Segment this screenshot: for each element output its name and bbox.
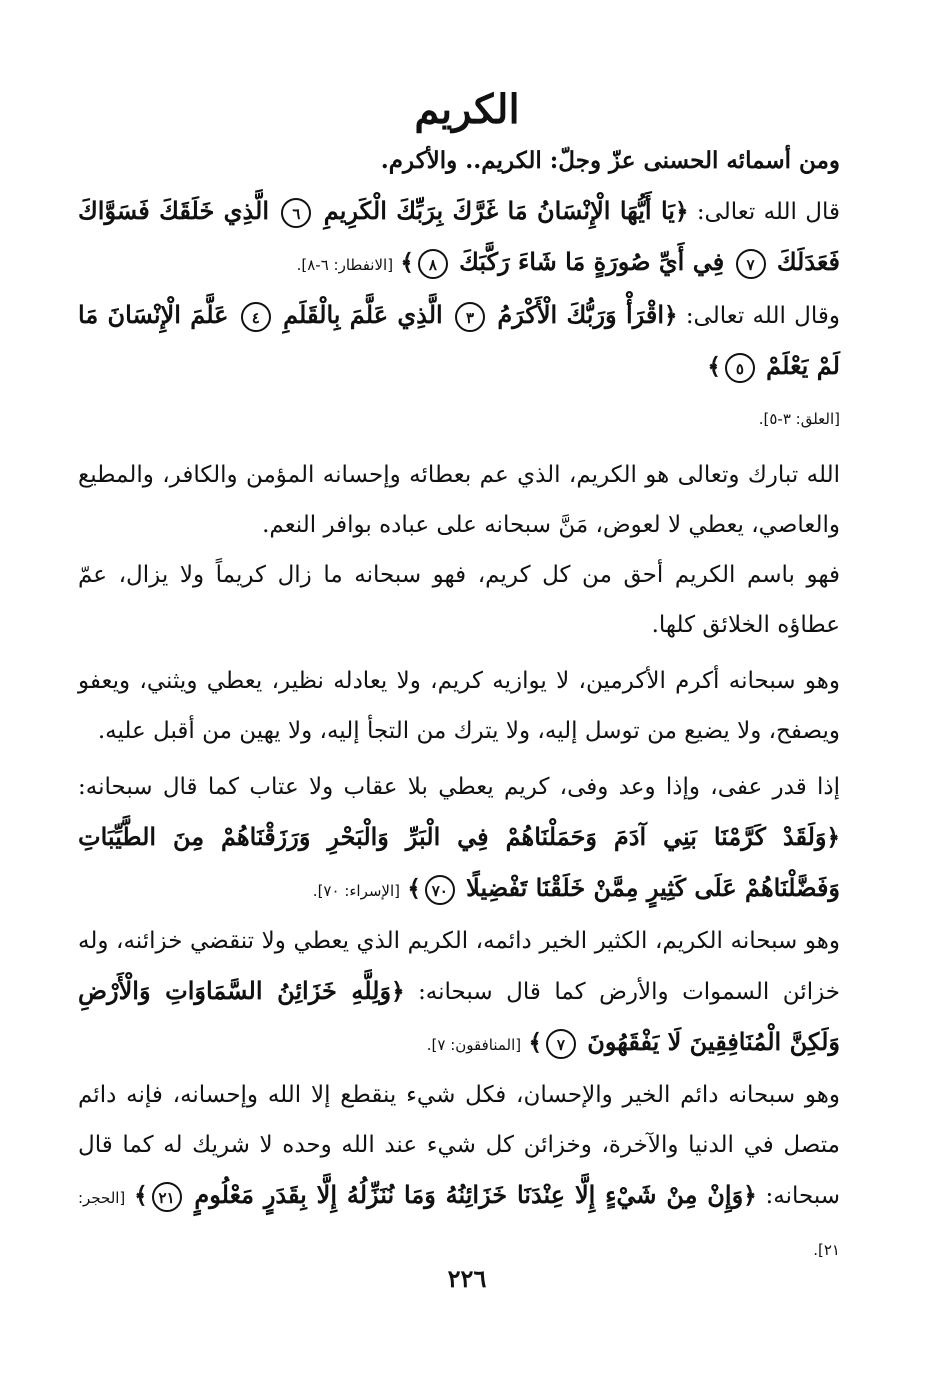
quran-text: عَلَّمَ الْإِنْسَانَ مَا لَمْ يَعْلَمْ [78,300,840,380]
paragraph-with-verse [78,916,840,1070]
verse-reference: [المنافقون: ٧]. [426,1036,522,1054]
ornate-bracket-close: ﴾ [400,249,414,276]
ayah-number-marker: ٧ [736,249,766,279]
ayah-number-marker: ٧٠ [425,875,455,905]
paragraph: فهو باسم الكريم أحق من كل كريم، فهو سبحانه ما زال كريماً ولا يزال، عمّ عطاؤه الخلائق كلها. [78,562,840,638]
ayah-number-marker: ٣ [455,302,485,332]
quran-text: فِي أَيِّ صُورَةٍ مَا شَاءَ رَكَّبَكَ [459,247,725,276]
ornate-bracket-open: ﴿ [664,302,678,329]
ornate-bracket-close: ﴾ [134,1182,148,1209]
ornate-bracket-open: ﴿ [743,1182,757,1209]
page-content [78,136,840,1275]
quran-text: وَلَقَدْ كَرَّمْنَا بَنِي آدَمَ وَحَمَلْنَاهُمْ فِي الْبَرِّ وَالْبَحْرِ وَرَزَقْنَاهُمْ مِنَ الطَّيِّبَاتِ وَفَضَّلْنَاهُمْ عَلَى كَثِيرٍ مِمَّنْ خَلَقْنَا تَفْضِيلًا [78,822,840,902]
ornate-bracket-open: ﴿ [391,978,405,1005]
paragraph: الله تبارك وتعالى هو الكريم، الذي عم بعطائه وإحسانه المؤمن والكافر، والمطيع والعاصي، يعطي لا لعوض، مَنَّ سبحانه على عباده بوافر النعم. [78,462,840,538]
verse-block-infitar [78,186,840,290]
ayah-number-marker: ٢١ [152,1182,182,1212]
ayah-number-marker: ٧ [546,1029,576,1059]
quran-text: الَّذِي خَلَقَكَ فَسَوَّاكَ فَعَدَلَكَ [78,196,840,276]
paragraph-with-verse [78,1070,840,1275]
paragraph-text: وهو سبحانه دائم الخير والإحسان، فكل شيء ينقطع إلا الله وإحسانه، فإنه دائم متصل في الدنيا والآخرة، وخزائن كل شيء عند الله وحده لا شريك له كما قال سبحانه: [78,1082,841,1209]
ayah-number-marker: ٦ [281,198,311,228]
ornate-bracket-open: ﴿ [674,198,689,225]
paragraph-text: وهو سبحانه الكريم، الكثير الخير دائمه، الكريم الذي يعطي ولا تنقضي خزائنه، وله خزائن السموات والأرض كما قال سبحانه: [78,928,840,1005]
verse-lead: وقال الله تعالى: [685,303,841,329]
verse-reference: [الانفطار: ٦-٨]. [296,256,394,274]
ornate-bracket-close: ﴾ [707,353,721,380]
verse-lead: قال الله تعالى: [696,199,841,225]
intro-line: ومن أسمائه الحسنى عزّ وجلّ: الكريم.. والأكرم. [380,147,840,174]
ornate-bracket-open: ﴿ [826,824,840,851]
paragraph: وهو سبحانه أكرم الأكرمين، لا يوازيه كريم، ولا يعادله نظير، يعطي ويثني، ويعفو ويصفح، ولا يضيع من توسل إليه، ولا يترك من التجأ إليه، ولا يهين من أقبل عليه. [78,668,840,744]
verse-reference: [الإسراء: ٧٠]. [312,882,401,900]
paragraph-text: إذا قدر عفى، وإذا وعد وفى، كريم يعطي بلا عقاب ولا عتاب كما قال سبحانه: [78,774,840,800]
ayah-number-marker: ٤ [241,302,271,332]
ayah-number-marker: ٥ [725,353,755,383]
verse-block-alaq [78,290,840,444]
page-number: ٢٢٦ [447,1264,487,1293]
verse-reference: [العلق: ٣-٥]. [758,410,840,428]
ornate-bracket-close: ﴾ [528,1029,542,1056]
page-title: الكريم [414,85,520,133]
quran-text: اقْرَأْ وَرَبُّكَ الْأَكْرَمُ [497,300,665,329]
paragraph-with-verse [78,762,840,916]
quran-text: وَإِنْ مِنْ شَيْءٍ إِلَّا عِنْدَنَا خَزَائِنُهُ وَمَا نُنَزِّلُهُ إِلَّا بِقَدَرٍ مَعْلُومٍ [194,1180,744,1209]
ayah-number-marker: ٨ [418,249,448,279]
ornate-bracket-close: ﴾ [407,875,421,902]
quran-text: يَا أَيُّهَا الْإِنْسَانُ مَا غَرَّكَ بِرَبِّكَ الْكَرِيمِ [323,196,675,225]
verse-reference: [الحجر: ٢١]. [78,1189,840,1259]
quran-text: وَلِلَّهِ خَزَائِنُ السَّمَاوَاتِ وَالْأَرْضِ وَلَكِنَّ الْمُنَافِقِينَ لَا يَفْقَهُونَ [78,976,840,1056]
quran-text: الَّذِي عَلَّمَ بِالْقَلَمِ [283,300,443,329]
